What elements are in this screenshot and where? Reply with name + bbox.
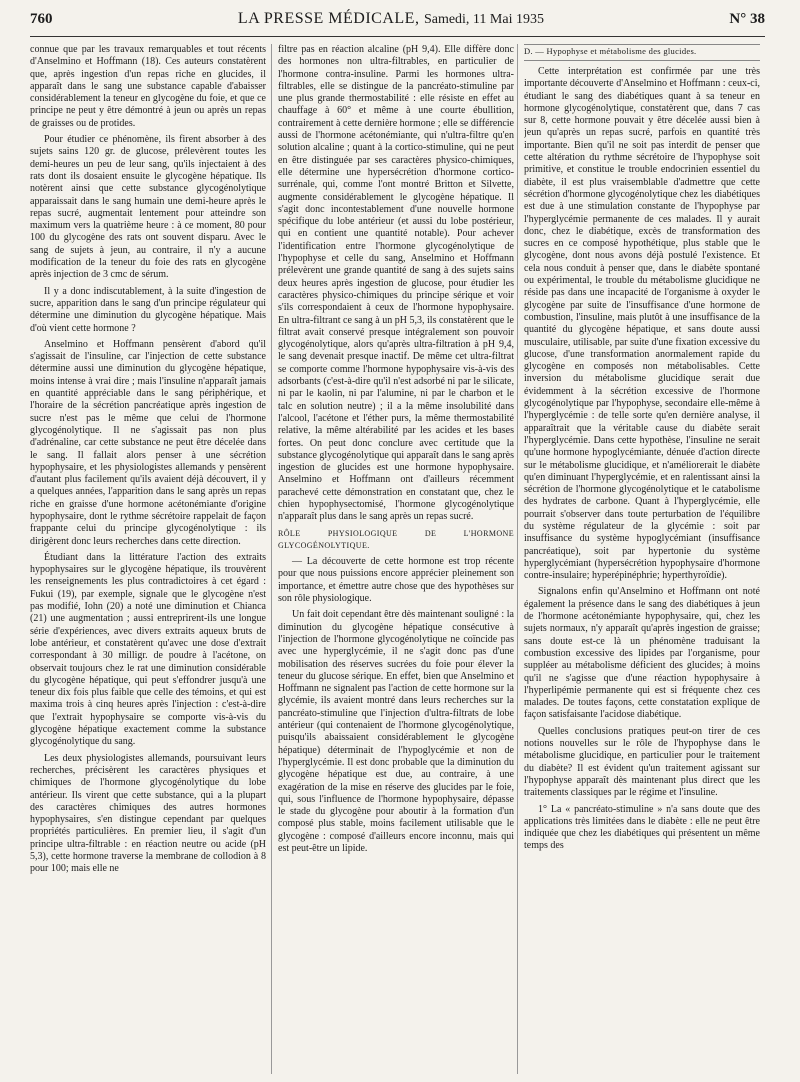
paragraph: Étudiant dans la littérature l'action des extraits hypophysaires sur le glycogène hépatique, ils trouvèrent les renseignements les plus contradictoires à cet égard : Fukui (19), par exemple, signale que le glycogène n'est pas modifié, Iohn (20) a noté une diminution et Chianca (21) une augmentation ; aussi entreprirent-ils une longue série d'expériences, avec divers extraits aqueux bruts de lobe antérieur, et constatèrent qu'avec une dose d'extrait correspondant à 30 milligr. de poudre à l'acétone, on observait toujours chez le rat une diminution considérable du glycogène hépatique, qui peut s'effondrer jusqu'à une teneur dix fois plus faible que celle des témoins, et qui est maxima trois à cinq heures après l'injection : c'est-à-dire que l'extrait hypophysaire se comporte vis-à-vis du glycogène hépatique exactement comme la substance glycogénolytique du sang.	[30, 551, 266, 748]
paragraph: Pour étudier ce phénomène, ils firent absorber à des sujets sains 120 gr. de glucose, prélevèrent toutes les demi-heures un peu de leur sang, qu'ils injectaient à des rats dont ils dosaient ensuite le glycogène hépatique. Ils notèrent ainsi que cette substance glycogénolytique apparaissait dans le sang humain une demi-heure après le repas sucré, augmentait lentement pour atteindre son maximum vers la quatrième heure : à ce moment, 80 pour 100 du glycogène des rats ont souvent disparu. Avec le sang de sujets à jeun, au contraire, il n'y a aucune modification de la teneur du foie des rats en glycogène après injection de 3 cmc de sérum.	[30, 134, 266, 281]
text-column-middle	[278, 44, 514, 1074]
issue-date: Samedi, 11 Mai 1935	[423, 12, 544, 27]
section-heading: RÔLE PHYSIOLOGIQUE DE L'HORMONE GLYCOGÉNOLYTIQUE.	[278, 528, 514, 550]
journal-title: LA PRESSE MÉDICALE,	[237, 10, 420, 27]
paragraph: Signalons enfin qu'Anselmino et Hoffmann ont noté également la présence dans le sang des diabétiques à jeun de l'hormone acétonémiante hypophysaire, qui, chez les sujets normaux, n'y apparaît qu'après ingestion de graisse; sans doute est-ce là un phénomène traduisant la combustion excessive des lipides par l'organisme, pour suppléer au métabolisme déficient des glucides; à moins qu'il ne s'agisse que d'une réaction hypophysaire à l'hyperlipémie permanente qui est si fréquente chez ces malades. De toutes façons, cette constatation explique de façon satisfaisante l'acidose diabétique.	[524, 586, 760, 721]
paragraph: Il y a donc indiscutablement, à la suite d'ingestion de sucre, apparition dans le sang d'un principe régulateur qui détermine une diminution du glycogène hépatique. Mais d'où vient cette hormone ?	[30, 285, 266, 334]
page-number: 760	[30, 11, 53, 27]
paragraph: Anselmino et Hoffmann pensèrent d'abord qu'il s'agissait de l'insuline, car l'injection de cette substance détermine aussi une diminution du glycogène hépatique, moins intense à vrai dire ; mais l'insuline n'apparaît jamais en quantité appréciable dans le sang périphérique, et l'horaire de la sécrétion pancréatique après ingestion de sucre n'est pas le même que celui de l'hormone glycogénolytique. Il ne s'agissait pas non plus d'adrénaline, car cette substance ne peut être décelée dans le sang. Il fallait alors penser à une sécrétion hypophysaire, et les physiologistes allemands y pensèrent d'autant plus facilement qu'ils avaient déjà découvert, il y a quelques années, l'apparition dans le sang après un repas riche en graisse d'une hormone acétonémiante d'origine hypophysaire, dont le rythme sécrétoire rappelait de façon frappante celui du principe glycogénolytique : ils dirigèrent donc leurs recherches dans cette direction.	[30, 338, 266, 547]
text-column-left	[30, 44, 266, 1074]
column-rule	[517, 44, 518, 1074]
section-rule	[524, 44, 760, 45]
paragraph: Cette interprétation est confirmée par une très importante découverte d'Anselmino et Hoffmann : ceux-ci, étudiant le sang des diabétiques quant à sa teneur en hormone glycogénolytique, constatèrent que, dans 7 cas sur 8, cette hormone pouvait y être décelée aussi bien à jeun qu'après un repas sucré, parfois en quantité très importante. Bien qu'il ne soit pas interdit de penser que cette altération du rythme sécrétoire de l'hypophyse soit primitive, et constitue le trouble endocrinien essentiel du diabète, il est plus vraisemblable d'admettre que cette sécrétion d'hormone glycogénolytique chez les diabétiques est due à une stimulation constante de l'hypophyse par l'hyperglycémie permanente de ces malades. Il y aurait donc, chez le diabétique, excès de transformation des sucres en ce composé hypothétique, plus stable que le glycogène, dont nous avons déjà postulé l'existence. Et cela nous conduit à penser que, dans le diabète spontané ou expérimental, le trouble du métabolisme glucidique ne réside pas dans une incapacité de l'organisme à oxyder le glycogène par suite de l'insuffisance d'une hormone de combustion, l'insuline, mais plutôt à une insuffisance de la quantité du glycogène hépatique, et sans doute aussi musculaire, utilisable, par suite d'une fixation excessive du glucose, d'une transformation anormalement rapide du glycogène en composés non métabolisables. Cette inversion du métabolisme glucidique serait due évidemment à la sécrétion excessive de l'hormone glycogénolytique par l'hypophyse, secondaire elle-même à l'hyperglycémie : de telle sorte qu'en dernière analyse, il apparaîtrait que la véritable cause du diabète serait l'hyperglycémie. Dans cette hypothèse, l'insuline ne serait qu'une hormone hypoglycémiante, dénuée d'action directe sur le métabolisme glucidique, et n'améliorerait le diabète qu'en diminuant l'hyperglycémie, et en ralentissant ainsi la sécrétion de l'hormone glycogénolytique et le catabolisme des hydrates de carbone. Quant à l'hyperglycémie, elle pourrait s'observer dans toute perturbation de l'équilibre du système régulateur de la glycémie : soit par insuffisance du système hypoglycémiant (insuffisance pancréatique), soit par hypertonie du système hyperglycémiant (hypersécrétion hypophysaire d'hormone contre-insulaire; hyperépinéphrie; hyperthyroïdie).	[524, 66, 760, 582]
section-heading-d: D. — Hypophyse et métabolisme des glucides.	[524, 46, 760, 61]
journal-masthead	[238, 10, 544, 28]
paragraph: connue que par les travaux remarquables et tout récents d'Anselmino et Hoffmann (18). Ces auteurs constatèrent que, après ingestion d'un repas riche en glucides, il apparaît dans le sang une substance capable d'abaisser considérablement la teneur en glycogène du foie, et que ce principe ne peut y être démontré à jeun ou après un repas de graisses ou de protides.	[30, 44, 266, 129]
column-rule	[271, 44, 272, 1074]
paragraph: — La découverte de cette hormone est trop récente pour que nous puissions encore apprécier pleinement son importance, et émettre autre chose que des hypothèses sur son rôle physiologique.	[278, 556, 514, 605]
paragraph: Les deux physiologistes allemands, poursuivant leurs recherches, précisèrent les caractères physiques et chimiques de l'hormone glycogénolytique du lobe antérieur. Ils virent que cette substance, qui a la plupart des caractères chimiques des autres hormones hypophysaires, s'en distingue cependant par quelques propriétés particulières. En premier lieu, il s'agit d'un principe ultra-filtrable : en réaction neutre ou acide (pH 5,3), cette hormone traverse la membrane de collodion à 8 pour 100; mais elle ne	[30, 752, 266, 875]
page-header	[30, 10, 765, 37]
text-column-right	[524, 66, 760, 1076]
paragraph: Quelles conclusions pratiques peut-on tirer de ces notions nouvelles sur le rôle de l'hypophyse dans le métabolisme glucidique, en particulier pour le traitement du diabète? Il est évident qu'un traitement agissant sur l'hypophyse apparaît dès maintenant plus direct que les traitements classiques par le régime et l'insuline.	[524, 725, 760, 799]
paragraph: filtre pas en réaction alcaline (pH 9,4). Elle diffère donc des hormones non ultra-filtrables, en particulier de l'hormone contra-insuline. Parmi les hormones ultra-filtrables, elle se distingue de la pancréato-stimuline par une plus grande thermostabilité : elle résiste en effet au chauffage à 60° et même à une courte ébullition, contrairement à cette dernière hormone ; elle se différencie aussi de l'hormone acétonémiante, qui n'ultra-filtre qu'en solution alcaline ; quant à la cortico-stimuline, qui ne peut en être distinguée par ses caractères physico-chimiques, elle détermine une hypersécrétion d'hormone cortico-surrénale, qui, comme l'ont montré Britton et Silvette, augmente considérablement le glycogène hépatique. Il s'agit donc incontestablement d'une nouvelle hormone spécifique du lobe antérieur (et aussi du lobe postérieur, qui en contient une quantité notable). Pour achever l'identification entre l'hormone glycogénolytique de l'hypophyse et celle du sang, Anselmino et Hoffmann prélevèrent une grande quantité de sang à des sujets sains deux heures après ingestion de glucose, pour étudier les caractères physico-chimiques du principe sérique et voir s'ils correspondaient à ceux de l'hormone hypophysaire. En ultra-filtrant ce sang à un pH 5,3, ils constatèrent que le filtrat avait conservé presque intégralement son pouvoir glycogénolytique, alors qu'après ultra-filtration à pH 9,4, le sang devenait presque inactif. De même cet ultra-filtrat se comporte comme l'hormone hypophysaire vis-à-vis des adsorbants (c'est-à-dire qu'il n'est adsorbé ni par le silicate, ni par le kaolin, ni par l'alumine, ni par le charbon et le talc en solution neutre) ; il a la même insolubilité dans l'alcool, l'acétone et l'éther purs, la même thermostabilité relative, la même altérabilité par les acides et les bases fortes. On peut donc conclure avec certitude que la substance glycogénolytique qui apparaît dans le sang après ingestion de glucides est une hormone hypophysaire. Anselmino et Hoffmann ont d'ailleurs récemment parachevé cette démonstration en constatant que, chez le chien hypophysectomisé, l'hormone glycogénolytique n'apparaît plus dans le sang après un repas sucré.	[278, 44, 514, 523]
issue-number: N° 38	[729, 11, 765, 27]
paragraph: 1° La « pancréato-stimuline » n'a sans doute que des applications très limitées dans le diabète : elle ne peut être indiquée que chez les diabétiques qui présentent un même temps des	[524, 803, 760, 852]
paragraph: Un fait doit cependant être dès maintenant souligné : la diminution du glycogène hépatique consécutive à l'injection de l'hormone glycogénolytique ne coïncide pas avec une hyperglycémie, il ne s'agit donc pas d'une mobilisation des réserves sucrées du foie pour élever la teneur du glucose sérique. En effet, bien que Anselmino et Hoffmann ne signalent pas l'action de cette hormone sur la glycémie, ils avaient montré dans leurs recherches sur la pancréato-stimuline que l'injection d'ultra-filtrats de lobe antérieur (qui contenaient de l'hormone glycogénolytique, puisqu'ils abaissaient considérablement le glycogène hépatique) déterminait de l'hypoglycémie et non de l'hyperglycémie. Il est donc probable que la diminution du glycogène hépatique est due, au contraire, à une exagération de la mise en réserve des glucides par le foie, qui, sous l'influence de l'hormone hypophysaire, dépasse le stade du glycogène pour aboutir à la formation d'un composé plus stable, moins facilement utilisable que le glycogène : composé d'ailleurs encore inconnu, mais qui est peut-être un lipide.	[278, 609, 514, 854]
